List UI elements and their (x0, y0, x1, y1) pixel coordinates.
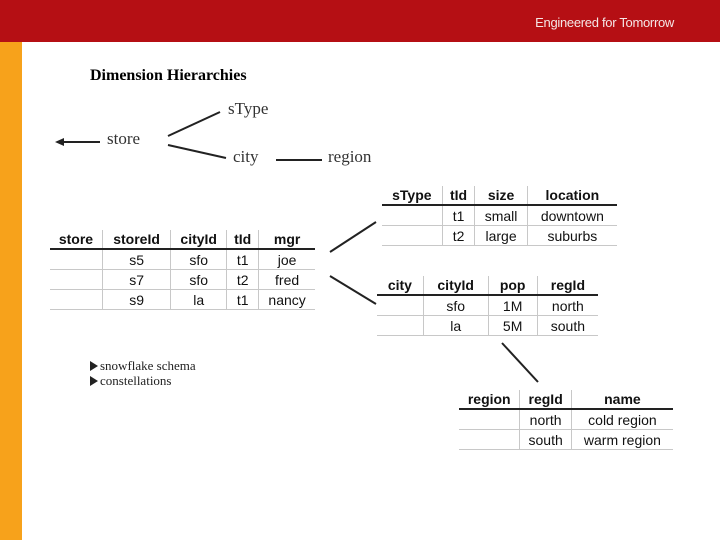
stype-table (382, 186, 617, 246)
table-cell: north (520, 409, 571, 430)
table-header: sType (382, 186, 442, 205)
city-to-region-table-line (502, 343, 538, 382)
store-to-stype-table-line (330, 222, 376, 252)
arrow-bullet-icon (90, 361, 98, 371)
table-cell (377, 295, 423, 316)
table-cell (382, 205, 442, 226)
hierarchy-city: city (233, 147, 259, 166)
table-header: storeId (102, 230, 170, 249)
table-row (459, 409, 673, 430)
table-row (459, 430, 673, 450)
table-header: cityId (423, 276, 488, 295)
store-to-city-line (168, 145, 226, 158)
table-header: tId (442, 186, 475, 205)
arrow-bullet-icon (90, 376, 98, 386)
slide-title: Dimension Hierarchies (90, 67, 247, 84)
table-cell: fred (259, 270, 315, 290)
table-cell: s9 (102, 290, 170, 310)
table-header: regId (537, 276, 598, 295)
table-cell: sfo (171, 270, 227, 290)
table-row (50, 270, 315, 290)
table-cell: t1 (442, 205, 475, 226)
hierarchy-stype: sType (228, 99, 269, 118)
city-table (377, 276, 598, 336)
table-cell: t2 (227, 270, 259, 290)
table-header: store (50, 230, 102, 249)
table-cell: south (537, 316, 598, 336)
table-cell: s7 (102, 270, 170, 290)
table-row (377, 316, 598, 336)
bullet-list (90, 358, 196, 388)
bullet-item (90, 373, 196, 388)
table-cell: t1 (227, 249, 259, 270)
table-cell: north (537, 295, 598, 316)
table-header: regId (520, 390, 571, 409)
hierarchy-store: store (107, 129, 141, 148)
table-cell (50, 249, 102, 270)
table-cell: la (423, 316, 488, 336)
table-header: region (459, 390, 520, 409)
table-row (377, 295, 598, 316)
table-cell (459, 409, 520, 430)
table-header: cityId (171, 230, 227, 249)
table-cell: t1 (227, 290, 259, 310)
store-table (50, 230, 315, 310)
table-cell: sfo (171, 249, 227, 270)
table-cell (50, 290, 102, 310)
store-to-city-table-line (330, 276, 376, 304)
table-cell: warm region (571, 430, 673, 450)
table-cell: suburbs (527, 226, 617, 246)
table-cell (382, 226, 442, 246)
table-cell: downtown (527, 205, 617, 226)
table-cell (377, 316, 423, 336)
table-row (382, 226, 617, 246)
table-cell: small (475, 205, 527, 226)
tagline: Engineered for Tomorrow (535, 15, 674, 30)
table-row (50, 290, 315, 310)
table-header: mgr (259, 230, 315, 249)
table-header: size (475, 186, 527, 205)
bullet-item (90, 358, 196, 373)
table-cell: joe (259, 249, 315, 270)
table-cell: 1M (488, 295, 537, 316)
region-table (459, 390, 673, 450)
table-row (382, 205, 617, 226)
table-cell: cold region (571, 409, 673, 430)
hierarchy-region: region (328, 147, 372, 166)
table-header: city (377, 276, 423, 295)
table-cell (459, 430, 520, 450)
table-row (50, 249, 315, 270)
table-header: tId (227, 230, 259, 249)
bullet-text: snowflake schema (100, 358, 196, 373)
table-header: location (527, 186, 617, 205)
table-cell: large (475, 226, 527, 246)
table-cell: nancy (259, 290, 315, 310)
table-cell (50, 270, 102, 290)
bullet-text: constellations (100, 373, 172, 388)
table-cell: s5 (102, 249, 170, 270)
table-cell: south (520, 430, 571, 450)
table-cell: 5M (488, 316, 537, 336)
table-cell: sfo (423, 295, 488, 316)
table-header: name (571, 390, 673, 409)
table-cell: t2 (442, 226, 475, 246)
store-arrowhead (55, 138, 64, 146)
store-to-stype-line (168, 112, 220, 136)
table-cell: la (171, 290, 227, 310)
table-header: pop (488, 276, 537, 295)
